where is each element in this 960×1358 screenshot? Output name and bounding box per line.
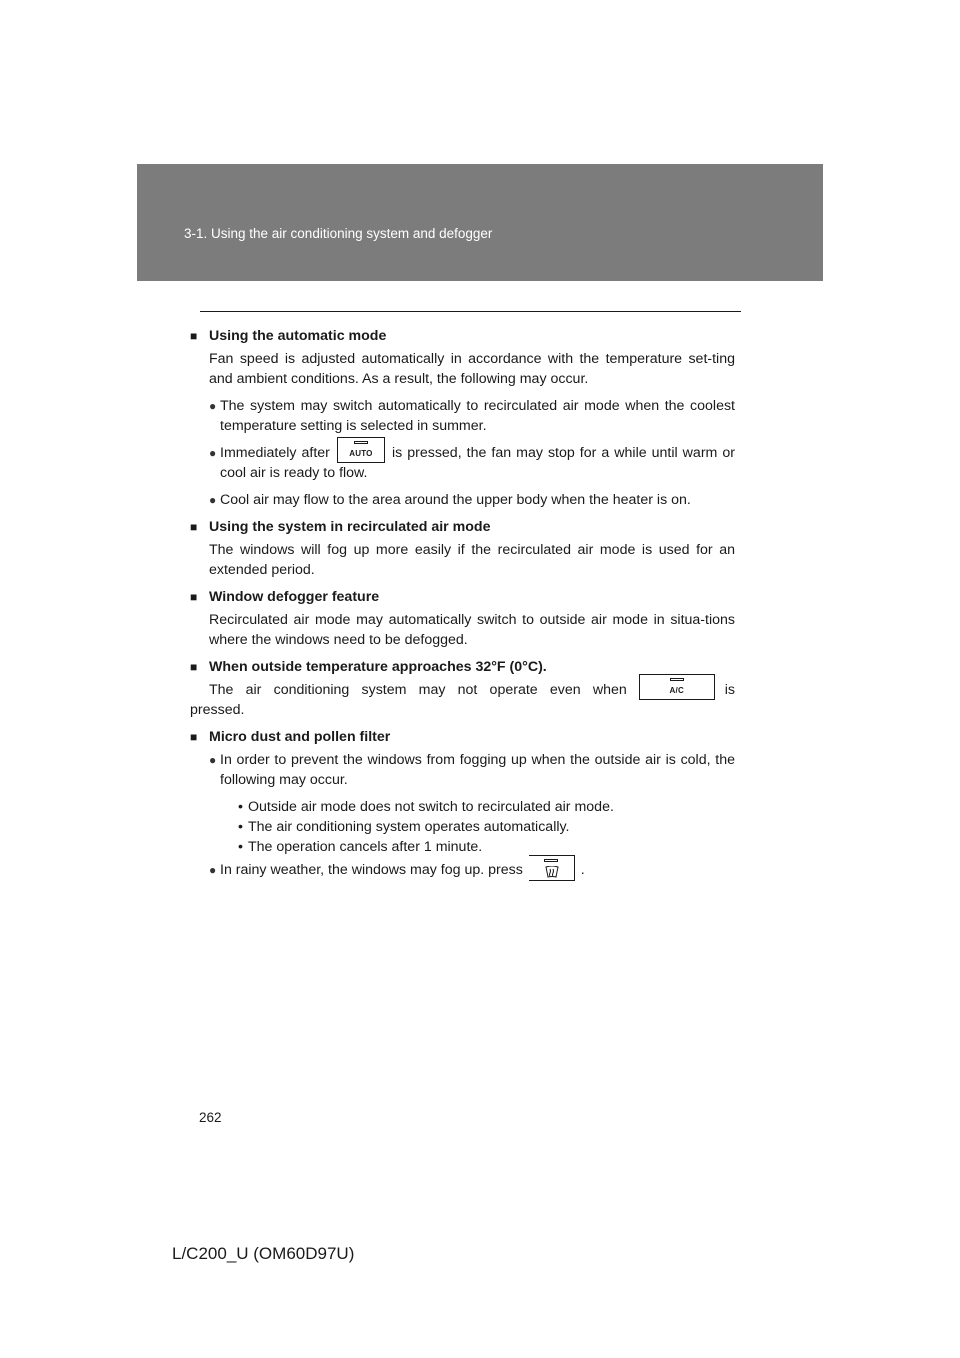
ac-button-icon: A/C [639,674,715,700]
auto-button-icon: AUTO [337,437,385,463]
divider-rule [200,311,741,312]
list-item: ● Immediately after AUTO is pressed, the fan may stop for a while until warm or cool air is ready to flow. [209,443,735,483]
list-item: • The operation cancels after 1 minute. [238,839,483,856]
outside-temperature-text: The air conditioning system may not operate even when A/C is pressed. [209,680,735,720]
circle-bullet-icon: ● [209,863,217,878]
heading-automatic-mode: ■ Using the automatic mode [190,328,387,344]
automatic-mode-intro: Fan speed is adjusted automatically in accordance with the temperature set-ting and ambient conditions. As a result, the following may occur. [209,351,735,387]
circle-bullet-icon: ● [209,446,217,460]
heading-micro-dust-filter: ■ Micro dust and pollen filter [190,729,391,746]
circle-bullet-icon: ● [209,399,217,413]
indicator-lamp-icon [544,859,558,862]
section-header-band [137,164,823,281]
main-content [190,326,735,888]
circle-bullet-icon: ● [209,493,217,508]
defogger-feature-text: Recirculated air mode may automatically switch to outside air mode in situa-tions where the windows need to be defogged. [209,612,735,649]
sub-list [238,797,735,857]
list-item: • The air conditioning system operates automatically. [238,819,570,836]
square-bullet-icon: ■ [190,590,198,605]
indicator-lamp-icon [670,678,684,681]
section-title: 3-1. Using the air conditioning system and defogger [184,226,493,241]
document-code: L/C200_U (OM60D97U) [172,1244,355,1263]
indicator-lamp-icon [354,441,368,444]
list-item: ● The system may switch automatically to recirculated air mode when the coolest temperature setting is selected in summer. [209,398,735,434]
square-bullet-icon: ■ [190,329,198,343]
heading-recirculated-mode: ■ Using the system in recirculated air mode [190,519,491,536]
list-item: ● In order to prevent the windows from fogging up when the outside air is cold, the following may occur. [209,752,735,789]
heading-outside-temperature: ■ When outside temperature approaches 32°F (0°C). [190,659,547,676]
list-item: • Outside air mode does not switch to recirculated air mode. [238,799,614,816]
circle-bullet-icon: ● [209,753,217,768]
heading-defogger-feature: ■ Window defogger feature [190,589,380,606]
page-number: 262 [199,1110,222,1125]
square-bullet-icon: ■ [190,660,198,675]
recirculated-mode-text: The windows will fog up more easily if the recirculated air mode is used for an extended period. [209,542,735,579]
list-item: ● In rainy weather, the windows may fog up. press . [209,860,735,880]
list-item: ● Cool air may flow to the area around the upper body when the heater is on. [209,492,691,509]
windshield-defogger-icon [529,855,575,881]
square-bullet-icon: ■ [190,730,198,745]
defogger-symbol-icon [544,866,560,878]
square-bullet-icon: ■ [190,520,198,535]
